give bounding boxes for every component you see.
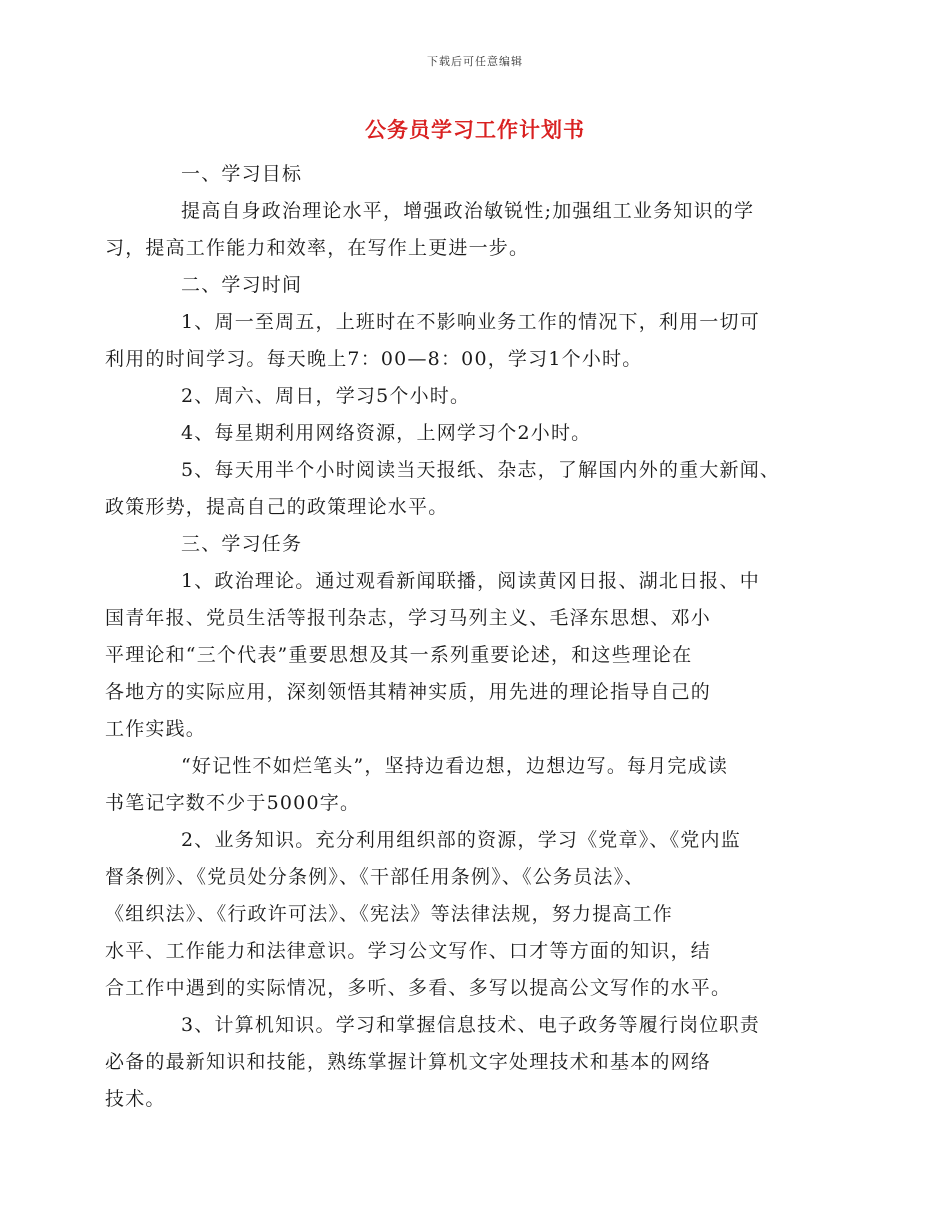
paragraph-line: 1、周一至周五，上班时在不影响业务工作的情况下，利用一切可 <box>181 311 760 333</box>
paragraph <box>143 156 833 193</box>
paragraph <box>105 304 833 378</box>
paragraph <box>143 526 833 563</box>
paragraph <box>105 193 833 267</box>
paragraph <box>143 267 833 304</box>
paragraph-line: 合工作中遇到的实际情况，多听、多看、多写以提高公文写作的水平。 <box>105 977 732 999</box>
paragraph <box>105 822 833 1007</box>
paragraph <box>105 748 833 822</box>
paragraph-line: 平理论和“三个代表”重要思想及其一系列重要论述，和这些理论在 <box>105 644 693 666</box>
paragraph <box>143 415 833 452</box>
paragraph-line: 工作实践。 <box>105 718 207 740</box>
paragraph <box>105 452 833 526</box>
paragraph-line: 各地方的实际应用，深刻领悟其精神实质，用先进的理论指导自己的 <box>105 681 712 703</box>
paragraph <box>105 563 833 748</box>
paragraph <box>105 1007 833 1118</box>
paragraph-line: 三、学习任务 <box>181 533 303 555</box>
paragraph-line: 4、每星期利用网络资源，上网学习个2小时。 <box>181 422 592 444</box>
paragraph-line: 国青年报、党员生活等报刊杂志，学习马列主义、毛泽东思想、邓小 <box>105 607 712 629</box>
paragraph-line: 《组织法》、《行政许可法》、《宪法》等法律法规，努力提高工作 <box>105 903 674 925</box>
document-body <box>105 156 833 1118</box>
paragraph-line: 水平、工作能力和法律意识。学习公文写作、口才等方面的知识，结 <box>105 940 712 962</box>
paragraph-line: 政策形势，提高自己的政策理论水平。 <box>105 496 449 518</box>
paragraph-line: 一、学习目标 <box>181 163 303 185</box>
paragraph-line: 技术。 <box>105 1088 166 1110</box>
paragraph-line: 5、每天用半个小时阅读当天报纸、杂志，了解国内外的重大新闻、 <box>181 459 781 481</box>
paragraph-line: 利用的时间学习。每天晚上7：00—8：00，学习1个小时。 <box>105 348 643 370</box>
paragraph-line: “好记性不如烂笔头”，坚持边看边想，边想边写。每月完成读 <box>181 755 729 777</box>
paragraph-line: 1、政治理论。通过观看新闻联播，阅读黄冈日报、湖北日报、中 <box>181 570 760 592</box>
paragraph-line: 2、周六、周日，学习5个小时。 <box>181 385 471 407</box>
paragraph-line: 3、计算机知识。学习和掌握信息技术、电子政务等履行岗位职责 <box>181 1014 760 1036</box>
paragraph-line: 督条例》、《党员处分条例》、《干部任用条例》、《公务员法》、 <box>105 866 645 888</box>
paragraph-line: 必备的最新知识和技能，熟练掌握计算机文字处理技术和基本的网络 <box>105 1051 712 1073</box>
paragraph-line: 提高自身政治理论水平，增强政治敏锐性;加强组工业务知识的学 <box>181 200 755 222</box>
document-title: 公务员学习工作计划书 <box>365 117 585 142</box>
page-header: 下载后可任意编辑 <box>427 55 523 68</box>
paragraph-line: 2、业务知识。充分利用组织部的资源，学习《党章》、《党内监 <box>181 829 741 851</box>
paragraph-line: 二、学习时间 <box>181 274 303 296</box>
paragraph <box>143 378 833 415</box>
paragraph-line: 书笔记字数不少于5000字。 <box>105 792 361 814</box>
paragraph-line: 习，提高工作能力和效率，在写作上更进一步。 <box>105 237 530 259</box>
